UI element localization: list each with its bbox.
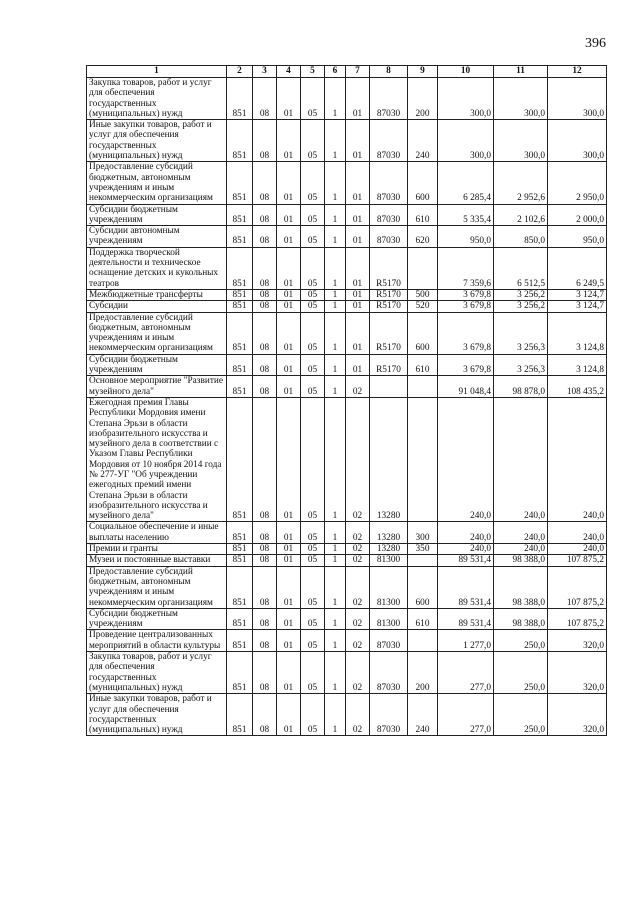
subsection-cell: 01 — [277, 78, 301, 120]
expense-type-cell — [408, 247, 438, 289]
section-cell: 08 — [253, 226, 277, 248]
section-cell: 08 — [253, 694, 277, 736]
program-cell: 05 — [301, 630, 325, 652]
ministry-code-cell: 851 — [227, 652, 253, 694]
amount-year1-cell: 7 359,6 — [438, 247, 494, 289]
row-name-cell: Закупка товаров, работ и услуг для обеспечения государственных (муниципальных) нужд — [87, 652, 227, 694]
column-header: 1 — [87, 66, 227, 78]
subprogram-cell: 1 — [325, 204, 346, 226]
activity-cell: 02 — [346, 376, 370, 398]
program-cell: 05 — [301, 204, 325, 226]
section-cell: 08 — [253, 120, 277, 162]
subsection-cell: 01 — [277, 204, 301, 226]
row-name-cell: Закупка товаров, работ и услуг для обеспечения государственных (муниципальных) нужд — [87, 78, 227, 120]
amount-year1-cell: 3 679,8 — [438, 312, 494, 354]
amount-year3-cell: 300,0 — [548, 120, 607, 162]
column-header: 3 — [253, 66, 277, 78]
amount-year2-cell: 250,0 — [494, 694, 548, 736]
amount-year1-cell: 950,0 — [438, 226, 494, 248]
amount-year1-cell: 1 277,0 — [438, 630, 494, 652]
table-row — [87, 226, 607, 248]
section-cell: 08 — [253, 652, 277, 694]
expense-type-cell — [408, 397, 438, 522]
amount-year3-cell: 320,0 — [548, 652, 607, 694]
expense-type-cell: 600 — [408, 566, 438, 608]
amount-year3-cell: 107 875,2 — [548, 555, 607, 566]
table-row — [87, 376, 607, 398]
program-cell: 05 — [301, 397, 325, 522]
table-row — [87, 354, 607, 376]
subprogram-cell: 1 — [325, 120, 346, 162]
ministry-code-cell: 851 — [227, 312, 253, 354]
direction-cell: 87030 — [370, 226, 408, 248]
expense-type-cell: 620 — [408, 226, 438, 248]
amount-year3-cell: 3 124,8 — [548, 354, 607, 376]
activity-cell: 01 — [346, 78, 370, 120]
activity-cell: 01 — [346, 301, 370, 312]
subsection-cell: 01 — [277, 544, 301, 555]
column-header: 10 — [438, 66, 494, 78]
expense-type-cell: 610 — [408, 608, 438, 630]
direction-cell: 87030 — [370, 162, 408, 204]
expense-type-cell: 500 — [408, 289, 438, 300]
ministry-code-cell: 851 — [227, 544, 253, 555]
expense-type-cell: 610 — [408, 204, 438, 226]
subprogram-cell: 1 — [325, 694, 346, 736]
direction-cell: R5170 — [370, 301, 408, 312]
section-cell: 08 — [253, 376, 277, 398]
ministry-code-cell: 851 — [227, 608, 253, 630]
program-cell: 05 — [301, 301, 325, 312]
row-name-cell: Иные закупки товаров, работ и услуг для обеспечения государственных (муниципальных) нужд — [87, 694, 227, 736]
direction-cell: 81300 — [370, 566, 408, 608]
amount-year2-cell: 98 388,0 — [494, 566, 548, 608]
program-cell: 05 — [301, 652, 325, 694]
expense-type-cell — [408, 376, 438, 398]
expense-type-cell: 200 — [408, 652, 438, 694]
row-name-cell: Поддержка творческой деятельности и техническое оснащение детских и кукольных театров — [87, 247, 227, 289]
direction-cell: 87030 — [370, 78, 408, 120]
ministry-code-cell: 851 — [227, 289, 253, 300]
amount-year2-cell: 3 256,3 — [494, 312, 548, 354]
section-cell: 08 — [253, 555, 277, 566]
program-cell: 05 — [301, 162, 325, 204]
amount-year2-cell: 98 388,0 — [494, 555, 548, 566]
row-name-cell: Субсидии — [87, 301, 227, 312]
column-header: 8 — [370, 66, 408, 78]
amount-year2-cell: 6 512,5 — [494, 247, 548, 289]
activity-cell: 01 — [346, 312, 370, 354]
ministry-code-cell: 851 — [227, 376, 253, 398]
amount-year2-cell: 300,0 — [494, 120, 548, 162]
column-header: 12 — [548, 66, 607, 78]
ministry-code-cell: 851 — [227, 204, 253, 226]
row-name-cell: Субсидии автономным учреждениям — [87, 226, 227, 248]
table-row — [87, 204, 607, 226]
amount-year1-cell: 300,0 — [438, 78, 494, 120]
subsection-cell: 01 — [277, 566, 301, 608]
expense-type-cell: 600 — [408, 312, 438, 354]
table-row — [87, 289, 607, 300]
program-cell: 05 — [301, 312, 325, 354]
subprogram-cell: 1 — [325, 78, 346, 120]
section-cell: 08 — [253, 162, 277, 204]
direction-cell: 81300 — [370, 608, 408, 630]
expense-type-cell: 200 — [408, 78, 438, 120]
row-name-cell: Основное мероприятие "Развитие музейного дела" — [87, 376, 227, 398]
expense-type-cell: 520 — [408, 301, 438, 312]
activity-cell: 02 — [346, 397, 370, 522]
amount-year1-cell: 3 679,8 — [438, 354, 494, 376]
program-cell: 05 — [301, 226, 325, 248]
amount-year1-cell: 91 048,4 — [438, 376, 494, 398]
table-row — [87, 120, 607, 162]
table-row — [87, 652, 607, 694]
program-cell: 05 — [301, 120, 325, 162]
row-name-cell: Предоставление субсидий бюджетным, автономным учреждениям и иным некоммерческим организациям — [87, 566, 227, 608]
row-name-cell: Предоставление субсидий бюджетным, автономным учреждениям и иным некоммерческим организациям — [87, 162, 227, 204]
amount-year3-cell: 3 124,7 — [548, 289, 607, 300]
subprogram-cell: 1 — [325, 162, 346, 204]
column-header: 4 — [277, 66, 301, 78]
section-cell: 08 — [253, 289, 277, 300]
amount-year1-cell: 277,0 — [438, 694, 494, 736]
row-name-cell: Музеи и постоянные выставки — [87, 555, 227, 566]
subprogram-cell: 1 — [325, 354, 346, 376]
row-name-cell: Предоставление субсидий бюджетным, автономным учреждениям и иным некоммерческим организациям — [87, 312, 227, 354]
ministry-code-cell: 851 — [227, 120, 253, 162]
section-cell: 08 — [253, 566, 277, 608]
row-name-cell: Премии и гранты — [87, 544, 227, 555]
table-row — [87, 566, 607, 608]
direction-cell: R5170 — [370, 312, 408, 354]
subsection-cell: 01 — [277, 555, 301, 566]
expense-type-cell: 240 — [408, 694, 438, 736]
subprogram-cell: 1 — [325, 522, 346, 544]
page-number: 396 — [585, 36, 606, 51]
expense-type-cell: 300 — [408, 522, 438, 544]
expense-type-cell: 610 — [408, 354, 438, 376]
subprogram-cell: 1 — [325, 289, 346, 300]
amount-year3-cell: 3 124,7 — [548, 301, 607, 312]
subprogram-cell: 1 — [325, 608, 346, 630]
program-cell: 05 — [301, 376, 325, 398]
amount-year2-cell: 250,0 — [494, 630, 548, 652]
table-row — [87, 162, 607, 204]
table-row — [87, 630, 607, 652]
subsection-cell: 01 — [277, 608, 301, 630]
activity-cell: 01 — [346, 204, 370, 226]
table-row — [87, 397, 607, 522]
program-cell: 05 — [301, 247, 325, 289]
activity-cell: 02 — [346, 652, 370, 694]
subsection-cell: 01 — [277, 652, 301, 694]
subsection-cell: 01 — [277, 226, 301, 248]
amount-year3-cell: 6 249,5 — [548, 247, 607, 289]
amount-year3-cell: 2 000,0 — [548, 204, 607, 226]
section-cell: 08 — [253, 78, 277, 120]
subprogram-cell: 1 — [325, 376, 346, 398]
subsection-cell: 01 — [277, 312, 301, 354]
subprogram-cell: 1 — [325, 247, 346, 289]
amount-year1-cell: 89 531,4 — [438, 608, 494, 630]
row-name-cell: Социальное обеспечение и иные выплаты населению — [87, 522, 227, 544]
amount-year1-cell: 3 679,8 — [438, 289, 494, 300]
amount-year2-cell: 240,0 — [494, 522, 548, 544]
amount-year1-cell: 240,0 — [438, 522, 494, 544]
direction-cell: R5170 — [370, 289, 408, 300]
activity-cell: 01 — [346, 226, 370, 248]
expense-type-cell: 240 — [408, 120, 438, 162]
amount-year1-cell: 3 679,8 — [438, 301, 494, 312]
amount-year3-cell: 320,0 — [548, 630, 607, 652]
column-header: 5 — [301, 66, 325, 78]
program-cell: 05 — [301, 289, 325, 300]
program-cell: 05 — [301, 555, 325, 566]
subsection-cell: 01 — [277, 522, 301, 544]
amount-year1-cell: 240,0 — [438, 397, 494, 522]
section-cell: 08 — [253, 608, 277, 630]
program-cell: 05 — [301, 608, 325, 630]
activity-cell: 02 — [346, 694, 370, 736]
subprogram-cell: 1 — [325, 226, 346, 248]
subsection-cell: 01 — [277, 376, 301, 398]
section-cell: 08 — [253, 301, 277, 312]
budget-table — [86, 65, 607, 736]
table-row — [87, 247, 607, 289]
amount-year1-cell: 277,0 — [438, 652, 494, 694]
ministry-code-cell: 851 — [227, 162, 253, 204]
subsection-cell: 01 — [277, 397, 301, 522]
expense-type-cell — [408, 555, 438, 566]
amount-year2-cell: 850,0 — [494, 226, 548, 248]
ministry-code-cell: 851 — [227, 78, 253, 120]
program-cell: 05 — [301, 522, 325, 544]
column-header: 2 — [227, 66, 253, 78]
subsection-cell: 01 — [277, 247, 301, 289]
subprogram-cell: 1 — [325, 555, 346, 566]
program-cell: 05 — [301, 354, 325, 376]
table-row — [87, 694, 607, 736]
subsection-cell: 01 — [277, 301, 301, 312]
expense-type-cell — [408, 630, 438, 652]
amount-year2-cell: 2 952,6 — [494, 162, 548, 204]
amount-year1-cell: 5 335,4 — [438, 204, 494, 226]
header-row — [87, 66, 607, 78]
row-name-cell: Ежегодная премия Главы Республики Мордовия имени Степана Эрьзи в области изобразительного искусства и музейного дела в соответствии с Указом Главы Республики Мордовия от 10 ноября 2014 года № 277-УГ "Об учреждении ежегодных премий имени Степана Эрьзи в области изобразительного искусства и музейного дела" — [87, 397, 227, 522]
activity-cell: 02 — [346, 608, 370, 630]
amount-year2-cell: 3 256,3 — [494, 354, 548, 376]
section-cell: 08 — [253, 522, 277, 544]
section-cell: 08 — [253, 354, 277, 376]
amount-year3-cell: 320,0 — [548, 694, 607, 736]
direction-cell: 87030 — [370, 652, 408, 694]
amount-year3-cell: 300,0 — [548, 78, 607, 120]
activity-cell: 02 — [346, 522, 370, 544]
activity-cell: 02 — [346, 566, 370, 608]
activity-cell: 02 — [346, 630, 370, 652]
amount-year2-cell: 300,0 — [494, 78, 548, 120]
subprogram-cell: 1 — [325, 544, 346, 555]
amount-year3-cell: 240,0 — [548, 544, 607, 555]
section-cell: 08 — [253, 247, 277, 289]
ministry-code-cell: 851 — [227, 247, 253, 289]
direction-cell: 87030 — [370, 694, 408, 736]
subprogram-cell: 1 — [325, 652, 346, 694]
ministry-code-cell: 851 — [227, 354, 253, 376]
amount-year3-cell: 107 875,2 — [548, 566, 607, 608]
direction-cell: 81300 — [370, 555, 408, 566]
subsection-cell: 01 — [277, 289, 301, 300]
amount-year2-cell: 250,0 — [494, 652, 548, 694]
column-header: 11 — [494, 66, 548, 78]
expense-type-cell: 600 — [408, 162, 438, 204]
amount-year2-cell: 98 878,0 — [494, 376, 548, 398]
table-row — [87, 608, 607, 630]
direction-cell: 13280 — [370, 544, 408, 555]
ministry-code-cell: 851 — [227, 226, 253, 248]
subprogram-cell: 1 — [325, 566, 346, 608]
subprogram-cell: 1 — [325, 312, 346, 354]
amount-year1-cell: 240,0 — [438, 544, 494, 555]
section-cell: 08 — [253, 397, 277, 522]
column-header: 9 — [408, 66, 438, 78]
program-cell: 05 — [301, 694, 325, 736]
amount-year3-cell: 240,0 — [548, 522, 607, 544]
subprogram-cell: 1 — [325, 301, 346, 312]
program-cell: 05 — [301, 566, 325, 608]
direction-cell: 87030 — [370, 204, 408, 226]
table-row — [87, 544, 607, 555]
table-row — [87, 555, 607, 566]
amount-year3-cell: 240,0 — [548, 397, 607, 522]
amount-year3-cell: 950,0 — [548, 226, 607, 248]
expense-type-cell: 350 — [408, 544, 438, 555]
subsection-cell: 01 — [277, 354, 301, 376]
direction-cell: 87030 — [370, 120, 408, 162]
table-row — [87, 312, 607, 354]
section-cell: 08 — [253, 204, 277, 226]
row-name-cell: Субсидии бюджетным учреждениям — [87, 204, 227, 226]
ministry-code-cell: 851 — [227, 522, 253, 544]
section-cell: 08 — [253, 312, 277, 354]
subsection-cell: 01 — [277, 162, 301, 204]
activity-cell: 02 — [346, 555, 370, 566]
direction-cell: 13280 — [370, 522, 408, 544]
direction-cell: R5170 — [370, 247, 408, 289]
activity-cell: 01 — [346, 289, 370, 300]
row-name-cell: Межбюджетные трансферты — [87, 289, 227, 300]
amount-year2-cell: 3 256,2 — [494, 289, 548, 300]
activity-cell: 02 — [346, 544, 370, 555]
table-row — [87, 78, 607, 120]
amount-year1-cell: 6 285,4 — [438, 162, 494, 204]
amount-year1-cell: 89 531,4 — [438, 566, 494, 608]
ministry-code-cell: 851 — [227, 397, 253, 522]
activity-cell: 01 — [346, 247, 370, 289]
amount-year2-cell: 98 388,0 — [494, 608, 548, 630]
ministry-code-cell: 851 — [227, 555, 253, 566]
activity-cell: 01 — [346, 354, 370, 376]
ministry-code-cell: 851 — [227, 694, 253, 736]
row-name-cell: Проведение централизованных мероприятий в области культуры — [87, 630, 227, 652]
amount-year1-cell: 300,0 — [438, 120, 494, 162]
amount-year3-cell: 108 435,2 — [548, 376, 607, 398]
subprogram-cell: 1 — [325, 630, 346, 652]
subsection-cell: 01 — [277, 630, 301, 652]
row-name-cell: Субсидии бюджетным учреждениям — [87, 608, 227, 630]
direction-cell: 87030 — [370, 630, 408, 652]
amount-year3-cell: 3 124,8 — [548, 312, 607, 354]
amount-year3-cell: 2 950,0 — [548, 162, 607, 204]
ministry-code-cell: 851 — [227, 566, 253, 608]
ministry-code-cell: 851 — [227, 630, 253, 652]
direction-cell: 13280 — [370, 397, 408, 522]
program-cell: 05 — [301, 78, 325, 120]
amount-year1-cell: 89 531,4 — [438, 555, 494, 566]
direction-cell: R5170 — [370, 354, 408, 376]
column-header: 7 — [346, 66, 370, 78]
row-name-cell: Субсидии бюджетным учреждениям — [87, 354, 227, 376]
amount-year2-cell: 240,0 — [494, 544, 548, 555]
ministry-code-cell: 851 — [227, 301, 253, 312]
section-cell: 08 — [253, 544, 277, 555]
subsection-cell: 01 — [277, 120, 301, 162]
table-row — [87, 522, 607, 544]
activity-cell: 01 — [346, 162, 370, 204]
section-cell: 08 — [253, 630, 277, 652]
amount-year3-cell: 107 875,2 — [548, 608, 607, 630]
amount-year2-cell: 240,0 — [494, 397, 548, 522]
amount-year2-cell: 2 102,6 — [494, 204, 548, 226]
amount-year2-cell: 3 256,2 — [494, 301, 548, 312]
row-name-cell: Иные закупки товаров, работ и услуг для обеспечения государственных (муниципальных) нужд — [87, 120, 227, 162]
activity-cell: 01 — [346, 120, 370, 162]
table-row — [87, 301, 607, 312]
program-cell: 05 — [301, 544, 325, 555]
direction-cell — [370, 376, 408, 398]
column-header: 6 — [325, 66, 346, 78]
subsection-cell: 01 — [277, 694, 301, 736]
subprogram-cell: 1 — [325, 397, 346, 522]
